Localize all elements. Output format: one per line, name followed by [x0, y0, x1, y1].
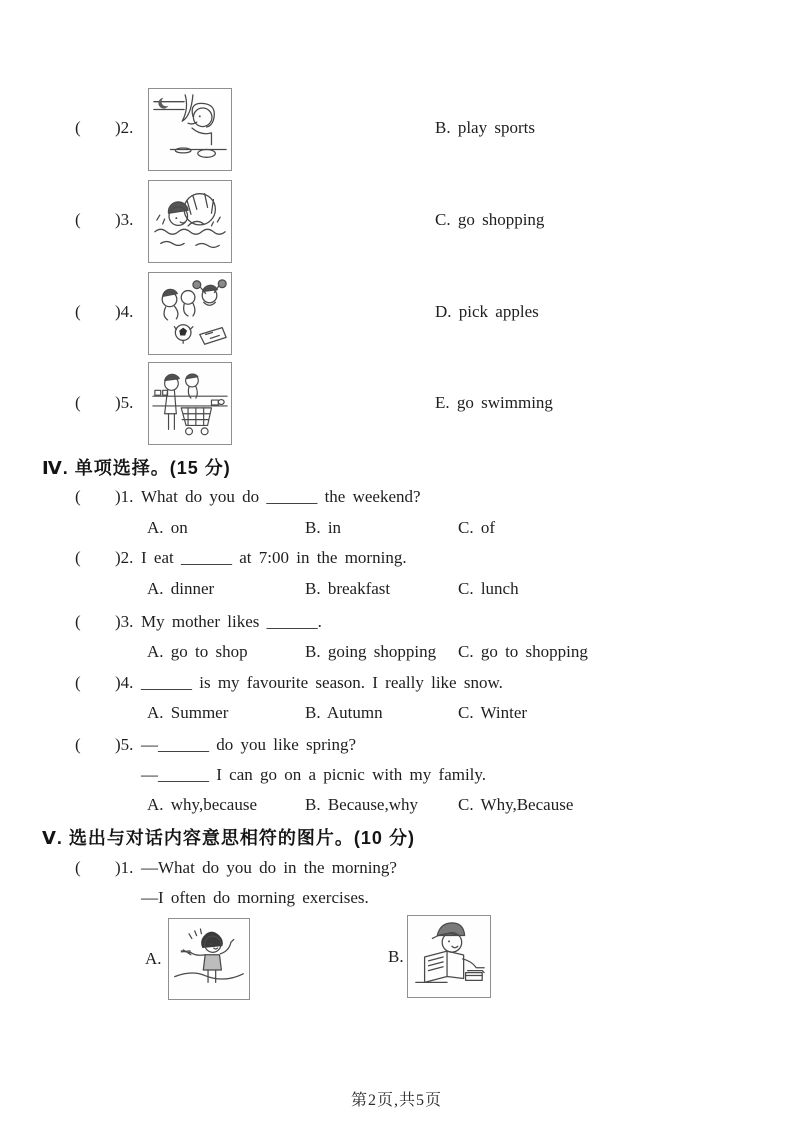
family-supermarket-shopping-image [148, 362, 232, 445]
s4-q4-line [0, 672, 793, 694]
boy-morning-exercises-icon [169, 919, 249, 999]
page-footer: 第2页,共5页 [350, 1092, 442, 1109]
matching-row-5 [0, 392, 793, 414]
question-number: )2. [115, 118, 134, 137]
answer-bracket-open: ( [75, 487, 81, 506]
s4-q5-options [0, 794, 793, 816]
option-b: B. Because,why [305, 795, 419, 814]
answer-bracket-open: ( [75, 858, 81, 877]
option-c: C. Why,Because [458, 795, 574, 814]
question-number: )1. [115, 487, 134, 506]
question-text: —______ I can go on a picnic with my family. [141, 765, 487, 784]
answer-bracket-open: ( [75, 673, 81, 692]
dialog-line-2: —I often do morning exercises. [141, 888, 369, 907]
option-c: C. lunch [458, 579, 519, 598]
question-number: )3. [115, 612, 134, 631]
matching-option-e: E. go swimming [435, 393, 553, 412]
boy-swimming-icon [149, 181, 231, 262]
question-number: )1. [115, 858, 134, 877]
s4-q1-line [0, 486, 793, 508]
question-number: )2. [115, 548, 134, 567]
s4-q2-options [0, 578, 793, 600]
s4-q2-line [0, 547, 793, 569]
option-b: B. going shopping [305, 642, 437, 661]
section-v-title: Ⅴ. 选出与对话内容意思相符的图片。(10 分) [42, 828, 415, 848]
question-number: )4. [115, 673, 134, 692]
boy-morning-exercises-image [168, 918, 250, 1000]
s5-q1-line1 [0, 857, 793, 879]
option-a: A. dinner [147, 579, 215, 598]
matching-row-3 [0, 209, 793, 231]
dialog-line-1: —What do you do in the morning? [141, 858, 397, 877]
answer-bracket-open: ( [75, 393, 81, 412]
answer-bracket-open: ( [75, 118, 81, 137]
option-a: A. on [147, 518, 188, 537]
section-iv-title: Ⅳ. 单项选择。(15 分) [42, 458, 231, 478]
kids-playing-football-icon [149, 273, 231, 354]
answer-bracket-open: ( [75, 210, 81, 229]
s4-q3-options [0, 641, 793, 663]
choice-a-label: A. [145, 949, 162, 968]
choice-b-label: B. [388, 947, 404, 966]
matching-option-b: B. play sports [435, 118, 535, 137]
answer-bracket-open: ( [75, 735, 81, 754]
s4-q3-line [0, 611, 793, 633]
s4-q4-options [0, 702, 793, 724]
question-number: )5. [115, 393, 134, 412]
question-number: )5. [115, 735, 134, 754]
question-text: My mother likes ______. [141, 612, 322, 631]
question-number: )4. [115, 302, 134, 321]
question-text: I eat ______ at 7:00 in the morning. [141, 548, 407, 567]
question-text: ______ is my favourite season. I really like snow. [141, 673, 503, 692]
answer-bracket-open: ( [75, 548, 81, 567]
option-c: C. Winter [458, 703, 528, 722]
matching-row-2 [0, 117, 793, 139]
option-a: A. go to shop [147, 642, 248, 661]
option-b: B. Autumn [305, 703, 383, 722]
option-b: B. in [305, 518, 342, 537]
option-a: A. Summer [147, 703, 229, 722]
s4-q1-options [0, 517, 793, 539]
s4-q5-line1 [0, 734, 793, 756]
s4-q5-line2 [0, 764, 793, 786]
boy-swimming-image [148, 180, 232, 263]
answer-bracket-open: ( [75, 302, 81, 321]
kids-playing-football-image [148, 272, 232, 355]
option-b: B. breakfast [305, 579, 391, 598]
option-c: C. of [458, 518, 495, 537]
boy-reading-book-icon [408, 916, 490, 997]
question-number: )3. [115, 210, 134, 229]
option-c: C. go to shopping [458, 642, 588, 661]
girl-eating-breakfast-icon [149, 89, 231, 170]
option-a: A. why,because [147, 795, 257, 814]
question-text: What do you do ______ the weekend? [141, 487, 421, 506]
answer-bracket-open: ( [75, 612, 81, 631]
matching-row-4 [0, 301, 793, 323]
s5-q1-line2 [0, 887, 793, 909]
girl-eating-breakfast-image [148, 88, 232, 171]
question-text: —______ do you like spring? [141, 735, 357, 754]
matching-option-c: C. go shopping [435, 210, 545, 229]
matching-option-d: D. pick apples [435, 302, 539, 321]
family-supermarket-shopping-icon [149, 363, 231, 444]
boy-reading-book-image [407, 915, 491, 998]
